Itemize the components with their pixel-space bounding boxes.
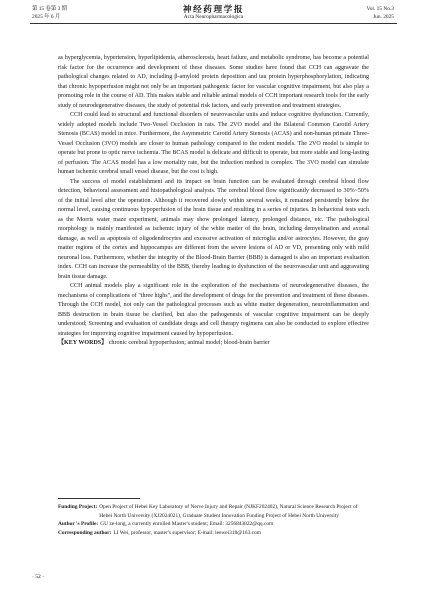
header-issue: 第 15 卷第 3 期: [32, 6, 68, 12]
funding-label: Funding Project:: [58, 504, 98, 510]
header-center: [0, 4, 427, 21]
paragraph-2: CCH could lead to structural and functional disorders of neurovascular units and induce cognitive dysfunction. Currently, widely adopted models include Two-Vessel Occlusion in rats. The 2VO model and the Bilateral Common Carotid Artery Stenosis (BCAS) model in mice. Furthermore, the Asymmetric Carotid Artery Stenosis (ACAS) and non-human primate Three-Vessel Occlusion (3VO) models are closer to human pathology compared to the rodent models. The 2VO model is simple to operate but prone to optic nerve ischemia. The BCAS model is delicate and difficult to operate, but more stable and long-lasting of perfusion. The ACAS model has a low mortality rate, but the induction method is complex. The 3VO model can simulate human ischemic cerebral small vessel disease, but the cost is high.: [58, 112, 369, 175]
funding-text: Open Project of Hebei Key Laboratory of Nerve Injury and Repair (NJKF202402), Natural Science Research Project of Hebei North University (XJ2024021), Graduate Student Innovation Funding Project of Hebei North University: [99, 504, 358, 519]
corresponding-text: LI Wei, professor, master's supervisor; E-mail: leewei318@163.com: [113, 529, 261, 536]
corresponding-label: Corresponding author:: [58, 529, 112, 536]
header-volume: Vol. 15 No.3: [366, 6, 394, 12]
journal-title-en: Acta Neuropharmacologica: [183, 14, 244, 20]
journal-title-cn: 神经药理学报: [182, 4, 245, 14]
footnote-rule: [58, 498, 140, 499]
page-number: · 52 ·: [32, 574, 45, 580]
running-header: [0, 0, 427, 40]
author-note: [58, 520, 370, 529]
author-label: Author 's Profile:: [58, 521, 99, 528]
abstract-body: [58, 54, 369, 349]
paragraph-3: The success of model establishment and its impact on brain function can be evaluated through cerebral blood flow detection, behavioral assessment and histopathological analysis. The cerebral blood flow significantly decreased to 30%~50% of the initial level after the operation. Although it recovered slowly within several weeks, it remained persistently below the normal level, causing continuous hypoperfusion of the brain tissue and resulting in a series of injuries. In behavioral tests such as the Morris water maze experiment, animals may show prolonged latency, prolonged distance, etc. The pathological morphology is mainly manifested as ischemic injury of the white matter of the brain, including demyelination and axonal damage, as well as apoptosis of oligodendrocytes and excessive activation of microglia and/or astrocytes. However, the gray matter regions of the cortex and hippocampus are different from the severe lesions of AD or VD, presenting only with mild neuronal loss. Furthermore, whether the integrity of the Blood-Brain Barrier (BBB) is damaged is also an important evaluation index. CCH can increase the permeability of the BBB, thereby leading to dysfunction of the neurovascular unit and aggravating brain tissue damage.: [58, 178, 369, 280]
author-text: GU ze-long, a currently enrolled Master's student; Email: 3256843822@qq.com: [100, 521, 274, 528]
corresponding-note: [58, 529, 370, 538]
header-date-en: Jun. 2025: [373, 13, 394, 20]
header-rule: [30, 23, 397, 24]
funding-note: [58, 503, 370, 520]
paragraph-1: as hyperglycemia, hypertension, hyperlipidemia, atherosclerosis, heart failure, and metabolic syndrome, has become a potential risk factor for the occurrence and development of these diseases. Some studies have found that CCH can aggravate the pathological changes related to AD, including β-amyloid protein deposition and tau protein hyperphosphorylation, indicating that chronic hypoperfusion might not only be an important pathogenic factor for vascular cognitive impairment, but also play a promoting role in the course of AD. This makes stable and reliable animal models of CCH important research tools for the early study of neurodegenerative diseases, the study of potential risk factors, and early prevention and treatment strategies.: [58, 55, 369, 109]
keywords-text: chronic cerebral hypoperfusion; animal model; blood-brain barrier: [108, 340, 270, 346]
header-right: [367, 6, 394, 21]
keywords-label: 【KEY WORDS】: [58, 340, 108, 346]
header-date-cn: 2025 年 6 月: [32, 13, 61, 20]
keywords: [58, 339, 369, 349]
footnotes: [58, 503, 370, 537]
paragraph-4: CCH animal models play a significant role in the exploration of the mechanisms of neurodegenerative diseases, the mechanisms of complications of "three highs", and the development of drugs for the prevention and treatment of these diseases. Through the CCH model, not only can the pathological processes such as white matter degeneration, neuroinflammation and BBB destruction in brain tissue be clarified, but also the pathogenesis of vascular cognitive impairment can be deeply understood; Screening and evaluation of candidate drugs and cell therapy regimens can also be conducted to explore effective strategies for improving cognitive impairment caused by hypoperfusion.: [58, 283, 369, 337]
